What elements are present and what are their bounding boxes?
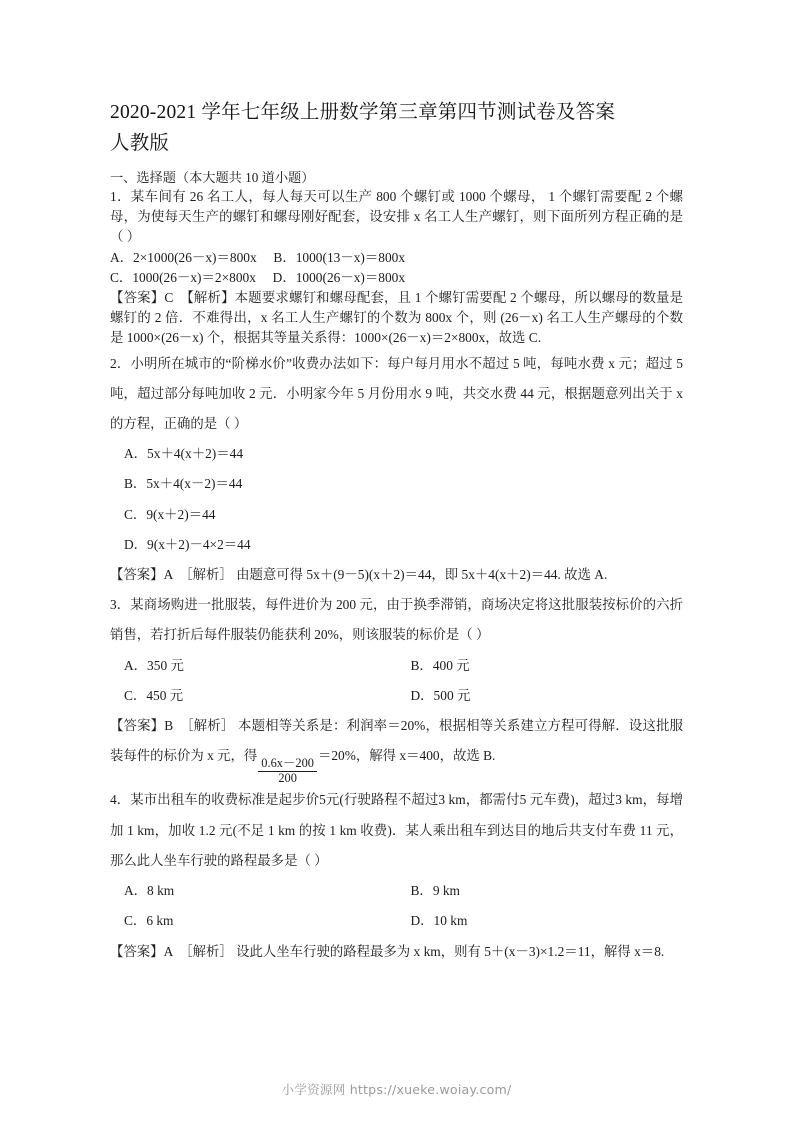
question-2-analysis-text: 由题意可得 5x＋(9－5)(x＋2)＝44，即 5x＋4(x＋2)＝44. 故选 A.	[236, 567, 608, 583]
question-1-answer	[110, 288, 683, 349]
fraction-denominator: 200	[278, 770, 297, 785]
question-1-answer-label: 【答案】	[110, 290, 165, 306]
question-3-options-row-2	[110, 681, 683, 711]
fraction-numerator: 0.6x－200	[258, 757, 317, 772]
question-4-option-c: C．6 km	[124, 913, 174, 929]
question-1-stem: 1．某车间有 26 名工人，每人每天可以生产 800 个螺钉或 1000 个螺母， 1 个螺钉需要配 2 个螺母，为使每天生产的螺钉和螺母刚好配套，设安排 x 名工人生产螺钉，则下面所列方程正确的是（ ）	[110, 189, 683, 245]
question-4-stem: 4．某市出租车的收费标准是起步价5元(行驶路程不超过3 km，都需付5 元车费)，超过3 km，每增加 1 km，加收 1.2 元(不足 1 km 的按 1 km 收费)．某人乘出租车到达目的地后共支付车费 11 元，那么此人坐车行驶的路程最多是（ ）	[110, 792, 683, 868]
question-3-options-row-1	[110, 651, 683, 681]
document-title-line-1: 2020-2021 学年七年级上册数学第三章第四节测试卷及答案	[110, 102, 616, 123]
question-4-answer-label: 【答案】	[110, 943, 164, 959]
question-4-analysis-label: ［解析］	[185, 943, 233, 959]
question-1-options-line-2: C．1000(26－x)＝2×800x D．1000(26－x)＝800x	[110, 269, 406, 285]
document-title	[110, 97, 683, 159]
question-1-answer-value: C	[164, 290, 174, 306]
question-3-option-b: B．400 元	[410, 657, 470, 673]
question-1-analysis-label: 【解析】	[187, 290, 235, 306]
question-3-option-c: C．450 元	[124, 687, 184, 703]
question-2-answer-value: A	[163, 567, 173, 583]
question-1-analysis-text: 本题要求螺钉和螺母配套，且 1 个螺钉需要配 2 个螺母，所以螺母的数量是螺钉的 2 倍．不难得出，x 名工人生产螺钉的个数为 800x 个，则 (26－x) 名工人生产螺母的个数是 1000×(26－x) 个，根据其等量关系得：1000×(26－x)＝2×800x，故选 C.	[110, 290, 684, 346]
question-3-stem: 3．某商场购进一批服装，每件进价为 200 元，由于换季滞销，商场决定将这批服装按标价的六折销售，若打折后每件服装仍能获利 20%，则该服装的标价是（ ）	[110, 597, 683, 643]
question-2-option-d: D．9(x＋2)－4×2＝44	[124, 536, 251, 552]
question-3-analysis-label: ［解析］	[186, 718, 235, 734]
question-3-analysis-part-1: 本题相等关系是：利润率＝20%，根据相等关系建立方程可得解．设这批服装每件的标价为 x 元，得	[110, 718, 683, 764]
question-3-analysis-part-2: ＝20%，解得 x＝400，故选 B.	[317, 748, 496, 764]
question-2-option-a: A．5x＋4(x＋2)＝44	[124, 446, 244, 462]
document-body	[110, 0, 683, 967]
question-3-option-a: A．350 元	[124, 657, 184, 673]
question-4-answer	[110, 937, 683, 967]
question-2-stem: 2．小明所在城市的“阶梯水价”收费办法如下：每户每月用水不超过 5 吨，每吨水费 x 元；超过 5 吨，超过部分每吨加收 2 元．小明家今年 5 月份用水 9 吨，共交水费 44 元，根据题意列出关于 x 的方程，正确的是（ ）	[110, 355, 683, 432]
question-4-answer-value: A	[163, 943, 173, 959]
question-4-option-a: A．8 km	[124, 883, 175, 899]
question-4-analysis-text: 设此人坐车行驶的路程最多为 x km，则有 5＋(x－3)×1.2＝11，解得 x＝8.	[236, 943, 665, 959]
question-3-fraction	[258, 757, 317, 786]
question-4-option-d: D．10 km	[410, 913, 468, 929]
question-3-answer	[110, 711, 683, 785]
footer-watermark: 小学资源网 https://xueke.woiay.com/	[281, 1082, 512, 1097]
section-heading: 一、选择题（本大题共 10 道小题）	[110, 170, 315, 185]
question-2-answer	[110, 560, 683, 590]
question-4-options-row-2	[110, 906, 683, 936]
question-3-answer-label: 【答案】	[110, 718, 165, 734]
question-3-option-d: D．500 元	[410, 687, 471, 703]
question-4-options-row-1	[110, 876, 683, 906]
question-2-analysis-label: ［解析］	[185, 567, 233, 583]
question-2-answer-label: 【答案】	[110, 567, 164, 583]
document-title-line-2: 人教版	[110, 133, 170, 154]
question-4-option-b: B．9 km	[410, 883, 460, 899]
question-2-option-c: C．9(x＋2)＝44	[124, 506, 216, 522]
question-2-option-b: B．5x＋4(x－2)＝44	[124, 476, 243, 492]
question-1-options-line-1: A．2×1000(26－x)＝800x B．1000(13－x)＝800x	[110, 249, 406, 265]
question-2-options	[110, 439, 683, 560]
question-3-answer-value: B	[164, 718, 174, 734]
